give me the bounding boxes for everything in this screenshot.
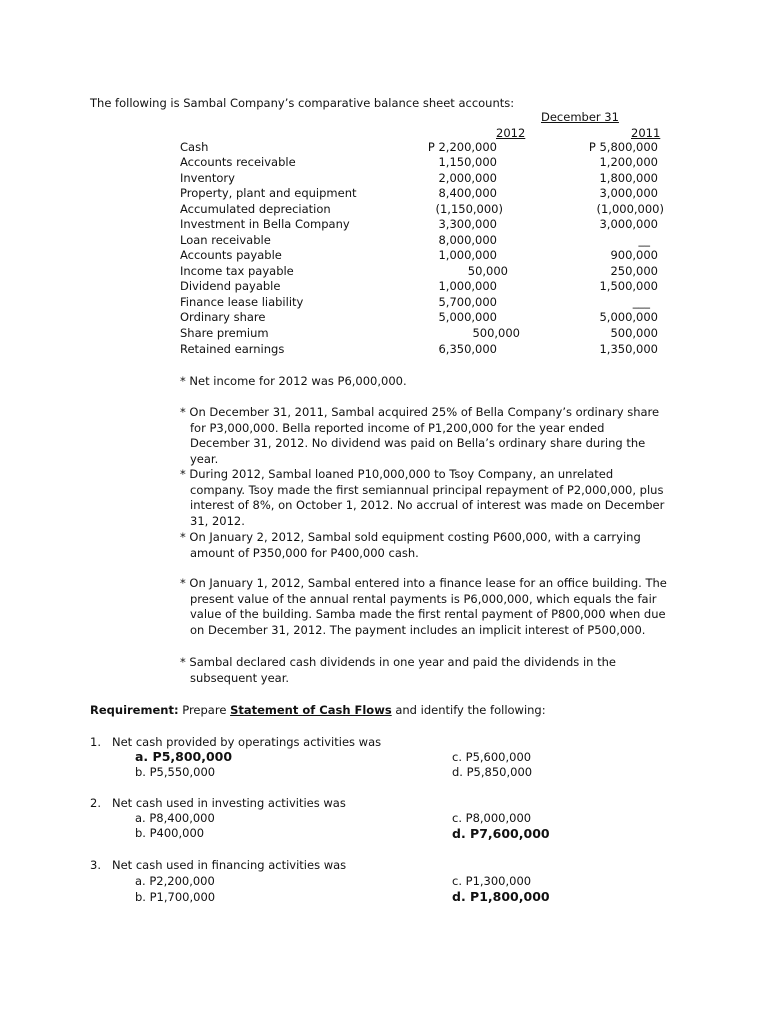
note-item: * On December 31, 2011, Sambal acquired 25% of Bella Company’s ordinary share for P3,000,000. Bella reported income of P1,200,000 for the year ended December 31, 2012. No dividend was paid on Bella’s ordinary share during the year. [180,405,660,466]
value-2012: 3,300,000 [438,217,497,231]
table-row [180,310,680,326]
table-row [180,140,680,156]
value-2011: 250,000 [610,264,658,278]
value-2011: 3,000,000 [599,217,658,231]
value-2012: 6,350,000 [438,342,497,356]
value-2011: 1,500,000 [599,279,658,293]
account-name: Cash [180,140,209,154]
table-row [180,342,680,358]
account-name: Inventory [180,171,235,185]
question-number: 2. [90,796,101,810]
table-row [180,171,680,187]
answer-option-c: c. P1,300,000 [452,874,532,888]
answer-option-c: c. P5,600,000 [452,750,532,764]
value-2012: 5,000,000 [438,310,497,324]
account-name: Accounts payable [180,248,282,262]
year-2012-header: 2012 [496,126,526,140]
statement-title: Statement of Cash Flows [230,703,392,717]
answer-option-b: b. P400,000 [135,826,205,840]
date-header: December 31 [541,110,619,124]
value-2011: __ [638,233,650,247]
account-name: Property, plant and equipment [180,186,357,200]
account-name: Share premium [180,326,269,340]
year-2011-header: 2011 [631,126,661,140]
table-row [180,264,680,280]
question-number: 1. [90,735,101,749]
table-row [180,326,680,342]
table-row [180,202,680,218]
account-name: Ordinary share [180,310,266,324]
value-2011: 500,000 [610,326,658,340]
account-name: Dividend payable [180,279,281,293]
value-2011: (1,000,000) [596,202,664,216]
answer-option-a: a. P5,800,000 [135,749,233,764]
table-row [180,186,680,202]
table-row [180,248,680,264]
value-2011: 1,800,000 [599,171,658,185]
question-text: Net cash used in investing activities was [112,796,346,810]
value-2011: ___ [632,295,650,309]
answer-option-d: d. P1,800,000 [452,889,550,904]
value-2011: 900,000 [610,248,658,262]
value-2012: 8,400,000 [438,186,497,200]
table-row [180,217,680,233]
note-item: * Sambal declared cash dividends in one year and paid the dividends in the subsequent year. [180,655,616,685]
table-row [180,279,680,295]
value-2011: 1,200,000 [599,155,658,169]
account-name: Accumulated depreciation [180,202,331,216]
requirement-label: Requirement: [90,703,179,717]
value-2011: P 5,800,000 [588,140,658,154]
question-number: 3. [90,858,101,872]
table-row [180,155,680,171]
value-2012: 5,700,000 [438,295,497,309]
value-2012: 50,000 [467,264,508,278]
answer-option-c: c. P8,000,000 [452,811,532,825]
note-item: * On January 1, 2012, Sambal entered into a finance lease for an office building. The present value of the annual rental payments is P6,000,000, which equals the fair value of the building. Samba made the first rental payment of P800,000 when due on December 31, 2012. The payment includes an implicit interest of P500,000. [180,576,667,637]
value-2012: 1,000,000 [438,248,497,262]
account-name: Finance lease liability [180,295,304,309]
note-item: * On January 2, 2012, Sambal sold equipment costing P600,000, with a carrying amount of P350,000 for P400,000 cash. [180,530,641,560]
value-2011: 1,350,000 [599,342,658,356]
requirement-text-after: and identify the following: [395,703,546,717]
table-row [180,295,680,311]
value-2012: P 2,200,000 [427,140,497,154]
question-text: Net cash provided by operatings activities was [112,735,382,749]
requirement-line [90,703,546,717]
account-name: Loan receivable [180,233,271,247]
value-2012: 500,000 [472,326,520,340]
table-row [180,233,680,249]
note-item: * During 2012, Sambal loaned P10,000,000 to Tsoy Company, an unrelated company. Tsoy made the first semiannual principal repayment of P2,000,000, plus interest of 8%, on October 1, 2012. No accrual of interest was made on December 31, 2012. [180,467,665,528]
account-name: Retained earnings [180,342,285,356]
value-2012: 1,000,000 [438,279,497,293]
account-name: Accounts receivable [180,155,296,169]
value-2012: 1,150,000 [438,155,497,169]
value-2011: 5,000,000 [599,310,658,324]
note-item: * Net income for 2012 was P6,000,000. [180,374,407,388]
value-2012: 2,000,000 [438,171,497,185]
answer-option-b: b. P5,550,000 [135,765,216,779]
answer-option-d: d. P5,850,000 [452,765,533,779]
answer-option-a: a. P8,400,000 [135,811,215,825]
question-text: Net cash used in financing activities was [112,858,347,872]
answer-option-a: a. P2,200,000 [135,874,215,888]
answer-option-b: b. P1,700,000 [135,890,216,904]
answer-option-d: d. P7,600,000 [452,826,550,841]
intro-text: The following is Sambal Company’s comparative balance sheet accounts: [90,96,515,110]
account-name: Income tax payable [180,264,294,278]
value-2012: 8,000,000 [438,233,497,247]
value-2011: 3,000,000 [599,186,658,200]
account-name: Investment in Bella Company [180,217,350,231]
requirement-text-before: Prepare [182,703,227,717]
value-2012: (1,150,000) [435,202,503,216]
